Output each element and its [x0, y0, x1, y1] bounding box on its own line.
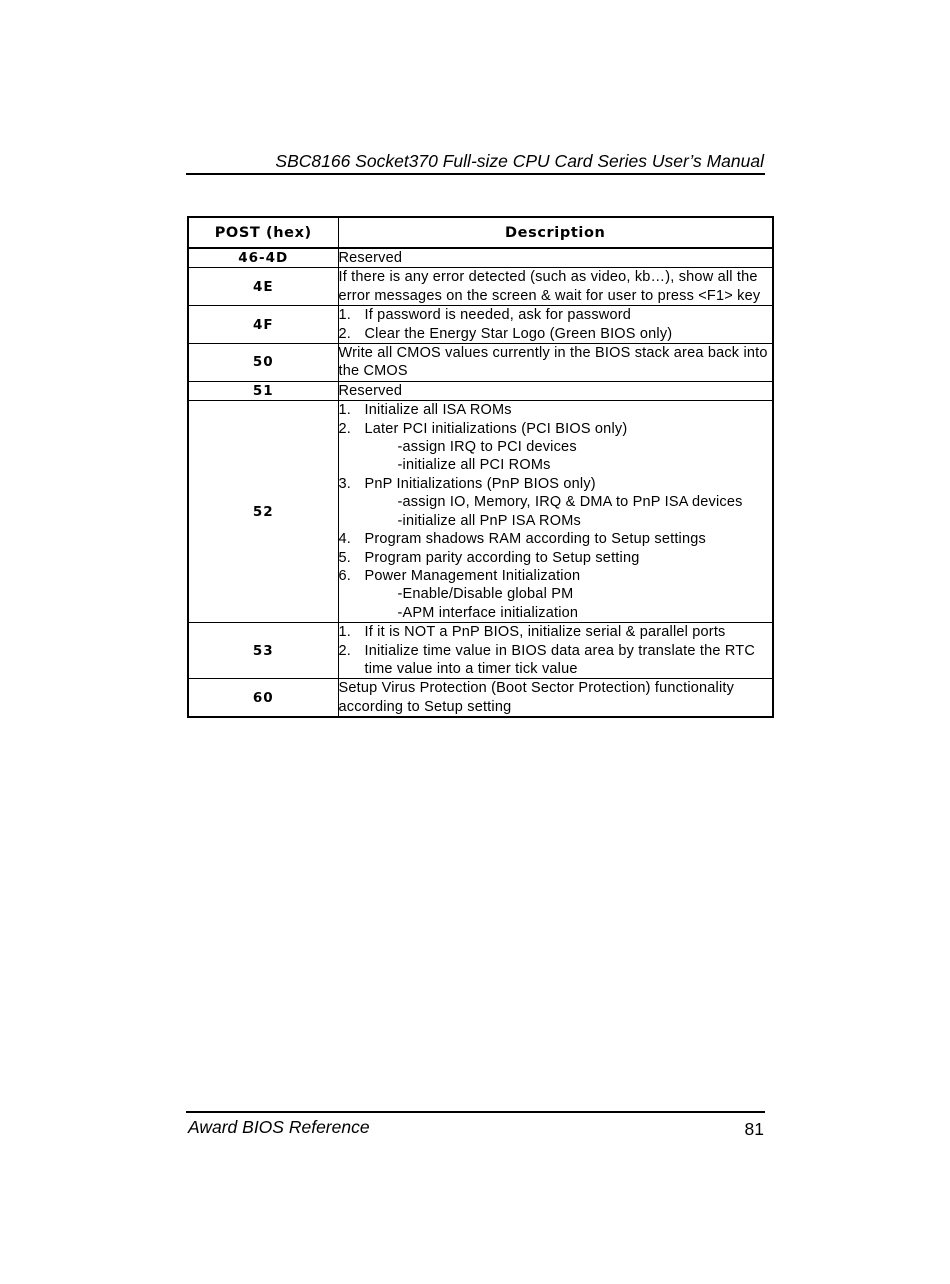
list-number: 1.: [338, 624, 351, 641]
post-code-table: [187, 216, 774, 718]
list-item: [339, 623, 773, 641]
description: [338, 401, 773, 623]
sub-item: -assign IO, Memory, IRQ & DMA to PnP ISA devices: [397, 494, 743, 511]
table-row: [188, 248, 773, 268]
table-header-row: [188, 217, 773, 248]
sub-item: -initialize all PnP ISA ROMs: [397, 512, 581, 529]
list-number: 6.: [338, 567, 351, 584]
table-row: [188, 381, 773, 400]
column-header-description: Description: [338, 217, 773, 248]
column-header-post-hex: POST (hex): [188, 217, 338, 248]
table-row: [188, 268, 773, 306]
post-code: 51: [188, 381, 338, 400]
sub-item: -APM interface initialization: [397, 604, 579, 621]
list-text: If password is needed, ask for password: [364, 307, 632, 324]
list-item: [339, 549, 773, 567]
list-item: [339, 401, 773, 419]
description: [338, 306, 773, 344]
list-item: [339, 475, 773, 530]
list-number: 2.: [338, 642, 351, 659]
sub-item: -assign IRQ to PCI devices: [397, 439, 577, 456]
list-text: Clear the Energy Star Logo (Green BIOS only): [364, 325, 673, 342]
post-code: 46-4D: [188, 248, 338, 268]
list-item: [339, 530, 773, 548]
list-text: Initialize all ISA ROMs: [364, 402, 512, 419]
list-text: If it is NOT a PnP BIOS, initialize serial & parallel ports: [364, 624, 726, 641]
description: Setup Virus Protection (Boot Sector Protection) functionality according to Setup setting: [338, 679, 773, 717]
table-row: [188, 344, 773, 382]
list-number: 1.: [338, 402, 351, 419]
description: If there is any error detected (such as video, kb…), show all the error messages on the screen & wait for user to press <F1> key: [338, 268, 773, 306]
table-row: [188, 679, 773, 717]
table-row: [188, 623, 773, 679]
table-row: [188, 306, 773, 344]
list-text: Program parity according to Setup setting: [364, 549, 640, 566]
footer-rule: [186, 1111, 765, 1113]
list-item: [339, 325, 773, 343]
list-text: PnP Initializations (PnP BIOS only): [364, 475, 596, 492]
header-rule: [186, 173, 765, 175]
list-number: 1.: [338, 307, 351, 324]
post-code: 4F: [188, 306, 338, 344]
list-text: Program shadows RAM according to Setup settings: [364, 531, 706, 548]
table-row: [188, 401, 773, 623]
post-code: 50: [188, 344, 338, 382]
list-number: 2.: [338, 325, 351, 342]
list-number: 3.: [338, 475, 351, 492]
list-number: 2.: [338, 420, 351, 437]
list-number: 4.: [338, 531, 351, 548]
page-number: 81: [744, 1119, 764, 1139]
post-code: 4E: [188, 268, 338, 306]
list-number: 5.: [338, 549, 351, 566]
post-code: 53: [188, 623, 338, 679]
list-text: Later PCI initializations (PCI BIOS only): [364, 420, 628, 437]
post-code: 52: [188, 401, 338, 623]
list-item: [339, 420, 773, 475]
footer-section-title: Award BIOS Reference: [188, 1117, 370, 1137]
list-item: [339, 642, 773, 679]
description: Write all CMOS values currently in the BIOS stack area back into the CMOS: [338, 344, 773, 382]
description: [338, 623, 773, 679]
sub-item: -initialize all PCI ROMs: [397, 457, 551, 474]
list-item: [339, 306, 773, 324]
page-header-title: SBC8166 Socket370 Full-size CPU Card Series User’s Manual: [275, 151, 764, 171]
list-item: [339, 567, 773, 622]
post-code: 60: [188, 679, 338, 717]
list-text: Initialize time value in BIOS data area by translate the RTC time value into a timer tick value: [364, 642, 756, 677]
sub-item: -Enable/Disable global PM: [397, 586, 574, 603]
list-text: Power Management Initialization: [364, 567, 581, 584]
description: Reserved: [338, 248, 773, 268]
description: Reserved: [338, 381, 773, 400]
